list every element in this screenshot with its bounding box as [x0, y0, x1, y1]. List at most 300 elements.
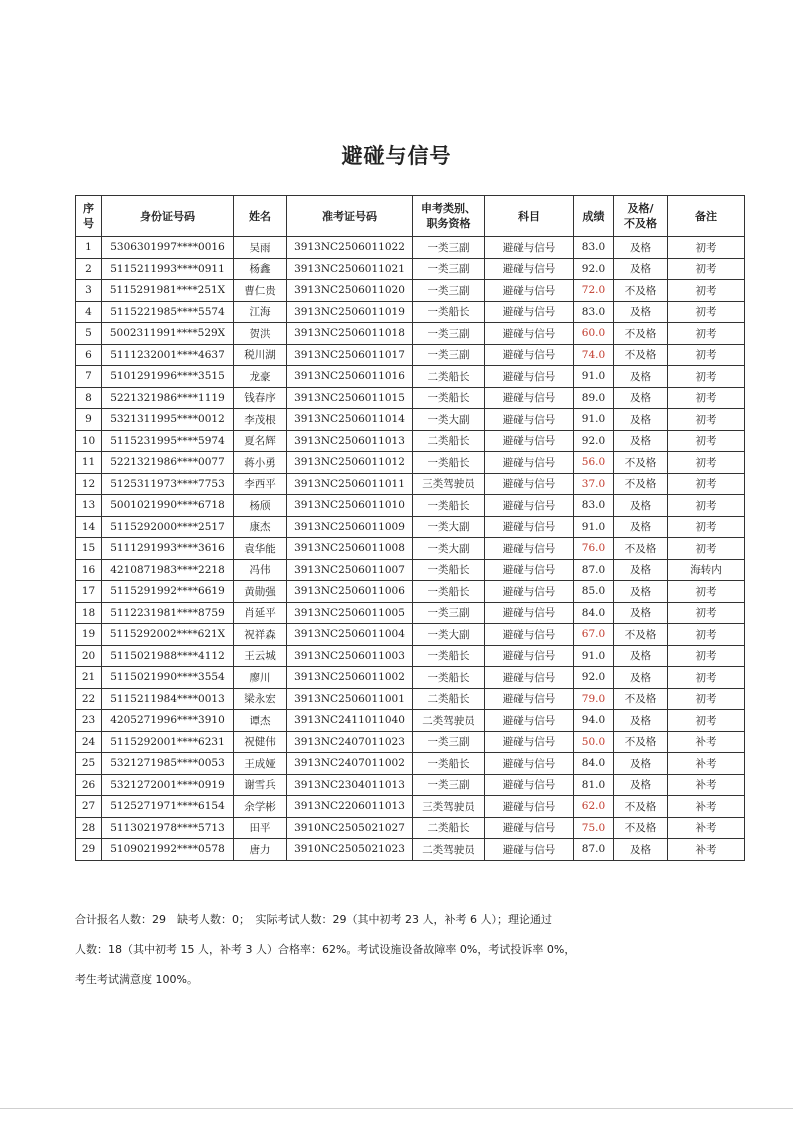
cell-category: 一类船长 — [413, 452, 485, 474]
cell-ticket: 3913NC2506011004 — [287, 624, 413, 646]
cell-result: 及格 — [614, 366, 668, 388]
table-row — [76, 774, 745, 796]
cell-ticket: 3913NC2506011001 — [287, 688, 413, 710]
column-header-id: 身份证号码 — [102, 196, 234, 237]
table-row — [76, 839, 745, 861]
cell-subject: 避碰与信号 — [485, 710, 574, 732]
cell-note: 初考 — [668, 516, 745, 538]
cell-score: 50.0 — [574, 731, 614, 753]
cell-ticket: 3913NC2206011013 — [287, 796, 413, 818]
cell-seq: 12 — [76, 473, 102, 495]
cell-result: 及格 — [614, 581, 668, 603]
cell-category: 一类船长 — [413, 301, 485, 323]
table-row — [76, 538, 745, 560]
cell-result: 不及格 — [614, 624, 668, 646]
cell-ticket: 3913NC2506011013 — [287, 430, 413, 452]
cell-subject: 避碰与信号 — [485, 817, 574, 839]
cell-result: 及格 — [614, 301, 668, 323]
cell-subject: 避碰与信号 — [485, 473, 574, 495]
cell-score: 91.0 — [574, 409, 614, 431]
table-row — [76, 280, 745, 302]
column-header-name: 姓名 — [234, 196, 287, 237]
cell-id: 5115292002****621X — [102, 624, 234, 646]
table-row — [76, 796, 745, 818]
cell-subject: 避碰与信号 — [485, 258, 574, 280]
cell-subject: 避碰与信号 — [485, 581, 574, 603]
cell-ticket: 3913NC2506011012 — [287, 452, 413, 474]
cell-name: 杨鑫 — [234, 258, 287, 280]
cell-subject: 避碰与信号 — [485, 237, 574, 259]
cell-category: 一类船长 — [413, 581, 485, 603]
cell-id: 5125271971****6154 — [102, 796, 234, 818]
table-row — [76, 581, 745, 603]
cell-score: 60.0 — [574, 323, 614, 345]
cell-seq: 19 — [76, 624, 102, 646]
cell-name: 贺洪 — [234, 323, 287, 345]
cell-note: 初考 — [668, 710, 745, 732]
cell-name: 祝健伟 — [234, 731, 287, 753]
cell-name: 李茂根 — [234, 409, 287, 431]
cell-score: 76.0 — [574, 538, 614, 560]
cell-ticket: 3913NC2506011011 — [287, 473, 413, 495]
column-header-seq: 序 号 — [76, 196, 102, 237]
cell-note: 初考 — [668, 237, 745, 259]
cell-note: 初考 — [668, 495, 745, 517]
cell-note: 初考 — [668, 366, 745, 388]
summary-line: 人数：18（其中初考 15 人，补考 3 人）合格率：62%。考试设施设备故障率 0%，考试投诉率 0%， — [75, 943, 576, 956]
cell-result: 及格 — [614, 387, 668, 409]
table-row — [76, 366, 745, 388]
cell-score: 62.0 — [574, 796, 614, 818]
results-table — [75, 195, 745, 861]
cell-ticket: 3913NC2506011007 — [287, 559, 413, 581]
cell-subject: 避碰与信号 — [485, 452, 574, 474]
cell-ticket: 3913NC2506011015 — [287, 387, 413, 409]
cell-ticket: 3910NC2505021027 — [287, 817, 413, 839]
cell-score: 91.0 — [574, 366, 614, 388]
table-row — [76, 452, 745, 474]
cell-result: 及格 — [614, 710, 668, 732]
cell-name: 冯伟 — [234, 559, 287, 581]
cell-ticket: 3913NC2506011017 — [287, 344, 413, 366]
cell-result: 及格 — [614, 258, 668, 280]
cell-ticket: 3913NC2506011010 — [287, 495, 413, 517]
cell-category: 二类船长 — [413, 817, 485, 839]
cell-score: 85.0 — [574, 581, 614, 603]
cell-ticket: 3913NC2304011013 — [287, 774, 413, 796]
column-header-ticket: 准考证号码 — [287, 196, 413, 237]
cell-seq: 17 — [76, 581, 102, 603]
cell-score: 83.0 — [574, 495, 614, 517]
table-row — [76, 624, 745, 646]
cell-id: 4205271996****3910 — [102, 710, 234, 732]
table-row — [76, 731, 745, 753]
cell-seq: 25 — [76, 753, 102, 775]
cell-subject: 避碰与信号 — [485, 667, 574, 689]
cell-seq: 23 — [76, 710, 102, 732]
cell-note: 补考 — [668, 817, 745, 839]
cell-category: 一类大副 — [413, 409, 485, 431]
cell-subject: 避碰与信号 — [485, 688, 574, 710]
cell-note: 补考 — [668, 796, 745, 818]
cell-subject: 避碰与信号 — [485, 645, 574, 667]
table-row — [76, 645, 745, 667]
cell-name: 袁华能 — [234, 538, 287, 560]
cell-result: 及格 — [614, 409, 668, 431]
cell-subject: 避碰与信号 — [485, 366, 574, 388]
cell-id: 5321272001****0919 — [102, 774, 234, 796]
cell-name: 余学彬 — [234, 796, 287, 818]
cell-category: 二类驾驶员 — [413, 710, 485, 732]
cell-name: 蒋小勇 — [234, 452, 287, 474]
cell-note: 初考 — [668, 409, 745, 431]
table-row — [76, 430, 745, 452]
cell-result: 不及格 — [614, 731, 668, 753]
cell-ticket: 3913NC2506011022 — [287, 237, 413, 259]
cell-note: 初考 — [668, 645, 745, 667]
cell-category: 一类三副 — [413, 774, 485, 796]
cell-name: 康杰 — [234, 516, 287, 538]
cell-ticket: 3913NC2506011020 — [287, 280, 413, 302]
cell-category: 一类三副 — [413, 280, 485, 302]
cell-seq: 7 — [76, 366, 102, 388]
cell-seq: 18 — [76, 602, 102, 624]
cell-result: 不及格 — [614, 817, 668, 839]
cell-subject: 避碰与信号 — [485, 323, 574, 345]
cell-id: 5115292000****2517 — [102, 516, 234, 538]
cell-id: 5113021978****5713 — [102, 817, 234, 839]
cell-category: 三类驾驶员 — [413, 473, 485, 495]
cell-seq: 24 — [76, 731, 102, 753]
cell-seq: 26 — [76, 774, 102, 796]
cell-category: 二类船长 — [413, 366, 485, 388]
cell-result: 及格 — [614, 495, 668, 517]
cell-note: 初考 — [668, 688, 745, 710]
cell-seq: 27 — [76, 796, 102, 818]
cell-note: 补考 — [668, 731, 745, 753]
cell-ticket: 3913NC2506011009 — [287, 516, 413, 538]
cell-ticket: 3913NC2506011005 — [287, 602, 413, 624]
cell-name: 黄勋强 — [234, 581, 287, 603]
cell-score: 94.0 — [574, 710, 614, 732]
cell-ticket: 3913NC2506011003 — [287, 645, 413, 667]
cell-note: 初考 — [668, 538, 745, 560]
cell-score: 74.0 — [574, 344, 614, 366]
cell-subject: 避碰与信号 — [485, 409, 574, 431]
cell-result: 及格 — [614, 559, 668, 581]
cell-category: 一类三副 — [413, 731, 485, 753]
cell-seq: 14 — [76, 516, 102, 538]
column-header-note: 备注 — [668, 196, 745, 237]
cell-result: 及格 — [614, 516, 668, 538]
table-row — [76, 409, 745, 431]
cell-seq: 15 — [76, 538, 102, 560]
summary-text — [75, 905, 745, 995]
cell-seq: 13 — [76, 495, 102, 517]
cell-name: 王云城 — [234, 645, 287, 667]
cell-id: 5115291981****251X — [102, 280, 234, 302]
table-row — [76, 495, 745, 517]
cell-name: 谭杰 — [234, 710, 287, 732]
cell-name: 杨颀 — [234, 495, 287, 517]
cell-id: 5112231981****8759 — [102, 602, 234, 624]
cell-score: 87.0 — [574, 559, 614, 581]
cell-ticket: 3913NC2506011021 — [287, 258, 413, 280]
cell-score: 92.0 — [574, 430, 614, 452]
cell-subject: 避碰与信号 — [485, 839, 574, 861]
cell-id: 5115221985****5574 — [102, 301, 234, 323]
cell-category: 一类大副 — [413, 624, 485, 646]
cell-name: 税川湖 — [234, 344, 287, 366]
cell-id: 5115231995****5974 — [102, 430, 234, 452]
cell-score: 84.0 — [574, 602, 614, 624]
cell-note: 初考 — [668, 301, 745, 323]
cell-seq: 10 — [76, 430, 102, 452]
cell-subject: 避碰与信号 — [485, 624, 574, 646]
cell-seq: 21 — [76, 667, 102, 689]
cell-result: 不及格 — [614, 473, 668, 495]
cell-id: 5001021990****6718 — [102, 495, 234, 517]
cell-category: 一类大副 — [413, 538, 485, 560]
cell-ticket: 3913NC2506011014 — [287, 409, 413, 431]
table-row — [76, 237, 745, 259]
cell-ticket: 3913NC2506011016 — [287, 366, 413, 388]
cell-id: 5111232001****4637 — [102, 344, 234, 366]
cell-result: 及格 — [614, 237, 668, 259]
cell-note: 初考 — [668, 452, 745, 474]
cell-result: 及格 — [614, 430, 668, 452]
cell-name: 唐力 — [234, 839, 287, 861]
cell-category: 一类船长 — [413, 495, 485, 517]
cell-result: 不及格 — [614, 796, 668, 818]
cell-id: 5115021988****4112 — [102, 645, 234, 667]
cell-seq: 28 — [76, 817, 102, 839]
cell-ticket: 3913NC2407011023 — [287, 731, 413, 753]
cell-name: 李西平 — [234, 473, 287, 495]
cell-ticket: 3913NC2506011002 — [287, 667, 413, 689]
cell-result: 不及格 — [614, 688, 668, 710]
cell-seq: 20 — [76, 645, 102, 667]
summary-line: 考生考试满意度 100%。 — [75, 973, 198, 986]
cell-result: 不及格 — [614, 538, 668, 560]
column-header-score: 成绩 — [574, 196, 614, 237]
column-header-category: 申考类别、 职务资格 — [413, 196, 485, 237]
table-row — [76, 559, 745, 581]
cell-id: 5115021990****3554 — [102, 667, 234, 689]
cell-result: 不及格 — [614, 452, 668, 474]
cell-ticket: 3913NC2506011008 — [287, 538, 413, 560]
cell-seq: 4 — [76, 301, 102, 323]
column-header-pass: 及格/ 不及格 — [614, 196, 668, 237]
table-row — [76, 516, 745, 538]
cell-seq: 5 — [76, 323, 102, 345]
cell-subject: 避碰与信号 — [485, 516, 574, 538]
cell-seq: 29 — [76, 839, 102, 861]
cell-id: 5002311991****529X — [102, 323, 234, 345]
cell-category: 三类驾驶员 — [413, 796, 485, 818]
cell-subject: 避碰与信号 — [485, 774, 574, 796]
cell-category: 一类三副 — [413, 344, 485, 366]
table-row — [76, 473, 745, 495]
table-row — [76, 301, 745, 323]
cell-subject: 避碰与信号 — [485, 538, 574, 560]
cell-seq: 1 — [76, 237, 102, 259]
cell-id: 5221321986****1119 — [102, 387, 234, 409]
cell-category: 二类船长 — [413, 430, 485, 452]
cell-name: 曹仁贵 — [234, 280, 287, 302]
cell-id: 5306301997****0016 — [102, 237, 234, 259]
cell-note: 补考 — [668, 839, 745, 861]
cell-note: 补考 — [668, 753, 745, 775]
cell-category: 一类三副 — [413, 602, 485, 624]
cell-note: 初考 — [668, 258, 745, 280]
cell-score: 83.0 — [574, 301, 614, 323]
cell-name: 江海 — [234, 301, 287, 323]
cell-note: 初考 — [668, 323, 745, 345]
cell-score: 91.0 — [574, 516, 614, 538]
cell-id: 5115211984****0013 — [102, 688, 234, 710]
cell-id: 5221321986****0077 — [102, 452, 234, 474]
cell-name: 谢雪兵 — [234, 774, 287, 796]
cell-score: 89.0 — [574, 387, 614, 409]
cell-score: 67.0 — [574, 624, 614, 646]
cell-note: 初考 — [668, 667, 745, 689]
cell-name: 龙豪 — [234, 366, 287, 388]
cell-name: 祝祥森 — [234, 624, 287, 646]
cell-note: 初考 — [668, 344, 745, 366]
cell-category: 一类三副 — [413, 323, 485, 345]
table-row — [76, 667, 745, 689]
cell-category: 一类船长 — [413, 645, 485, 667]
table-row — [76, 688, 745, 710]
cell-ticket: 3913NC2506011006 — [287, 581, 413, 603]
table-row — [76, 387, 745, 409]
cell-category: 二类船长 — [413, 688, 485, 710]
cell-id: 5115211993****0911 — [102, 258, 234, 280]
cell-category: 一类船长 — [413, 667, 485, 689]
cell-score: 72.0 — [574, 280, 614, 302]
table-row — [76, 753, 745, 775]
column-header-subject: 科目 — [485, 196, 574, 237]
table-row — [76, 323, 745, 345]
cell-seq: 2 — [76, 258, 102, 280]
cell-seq: 3 — [76, 280, 102, 302]
cell-id: 4210871983****2218 — [102, 559, 234, 581]
cell-result: 及格 — [614, 645, 668, 667]
cell-note: 补考 — [668, 774, 745, 796]
table-row — [76, 817, 745, 839]
table-header-row — [76, 196, 745, 237]
cell-subject: 避碰与信号 — [485, 753, 574, 775]
cell-name: 吴雨 — [234, 237, 287, 259]
cell-result: 不及格 — [614, 280, 668, 302]
cell-note: 初考 — [668, 581, 745, 603]
cell-name: 廖川 — [234, 667, 287, 689]
cell-name: 田平 — [234, 817, 287, 839]
cell-result: 及格 — [614, 839, 668, 861]
cell-category: 一类船长 — [413, 753, 485, 775]
cell-score: 84.0 — [574, 753, 614, 775]
cell-name: 钱春序 — [234, 387, 287, 409]
cell-name: 肖延平 — [234, 602, 287, 624]
cell-ticket: 3913NC2411011040 — [287, 710, 413, 732]
cell-id: 5125311973****7753 — [102, 473, 234, 495]
cell-result: 不及格 — [614, 344, 668, 366]
cell-subject: 避碰与信号 — [485, 430, 574, 452]
cell-name: 梁永宏 — [234, 688, 287, 710]
cell-id: 5115292001****6231 — [102, 731, 234, 753]
cell-note: 海转内 — [668, 559, 745, 581]
cell-id: 5321311995****0012 — [102, 409, 234, 431]
cell-result: 及格 — [614, 667, 668, 689]
cell-id: 5109021992****0578 — [102, 839, 234, 861]
cell-ticket: 3913NC2506011019 — [287, 301, 413, 323]
cell-score: 92.0 — [574, 258, 614, 280]
cell-category: 一类大副 — [413, 516, 485, 538]
cell-note: 初考 — [668, 602, 745, 624]
cell-subject: 避碰与信号 — [485, 559, 574, 581]
cell-note: 初考 — [668, 473, 745, 495]
cell-note: 初考 — [668, 624, 745, 646]
cell-result: 及格 — [614, 753, 668, 775]
cell-subject: 避碰与信号 — [485, 301, 574, 323]
cell-score: 56.0 — [574, 452, 614, 474]
cell-score: 87.0 — [574, 839, 614, 861]
table-row — [76, 258, 745, 280]
cell-category: 一类三副 — [413, 258, 485, 280]
cell-score: 37.0 — [574, 473, 614, 495]
cell-subject: 避碰与信号 — [485, 280, 574, 302]
cell-category: 一类船长 — [413, 559, 485, 581]
cell-seq: 11 — [76, 452, 102, 474]
cell-score: 79.0 — [574, 688, 614, 710]
cell-seq: 16 — [76, 559, 102, 581]
cell-category: 二类驾驶员 — [413, 839, 485, 861]
cell-score: 81.0 — [574, 774, 614, 796]
cell-ticket: 3910NC2505021023 — [287, 839, 413, 861]
cell-result: 及格 — [614, 602, 668, 624]
cell-id: 5101291996****3515 — [102, 366, 234, 388]
cell-result: 及格 — [614, 774, 668, 796]
cell-score: 75.0 — [574, 817, 614, 839]
cell-category: 一类三副 — [413, 237, 485, 259]
cell-note: 初考 — [668, 280, 745, 302]
cell-name: 夏名辉 — [234, 430, 287, 452]
cell-score: 92.0 — [574, 667, 614, 689]
cell-subject: 避碰与信号 — [485, 602, 574, 624]
cell-subject: 避碰与信号 — [485, 344, 574, 366]
cell-seq: 9 — [76, 409, 102, 431]
cell-id: 5111291993****3616 — [102, 538, 234, 560]
cell-ticket: 3913NC2407011002 — [287, 753, 413, 775]
table-row — [76, 602, 745, 624]
cell-subject: 避碰与信号 — [485, 387, 574, 409]
cell-result: 不及格 — [614, 323, 668, 345]
table-row — [76, 710, 745, 732]
cell-seq: 8 — [76, 387, 102, 409]
cell-subject: 避碰与信号 — [485, 731, 574, 753]
cell-name: 王成娅 — [234, 753, 287, 775]
cell-score: 91.0 — [574, 645, 614, 667]
cell-note: 初考 — [668, 430, 745, 452]
cell-seq: 22 — [76, 688, 102, 710]
cell-subject: 避碰与信号 — [485, 495, 574, 517]
summary-line: 合计报名人数：29 缺考人数：0； 实际考试人数：29（其中初考 23 人，补考 6 人）；理论通过 — [75, 913, 552, 926]
page-title: 避碰与信号 — [341, 144, 452, 168]
cell-note: 初考 — [668, 387, 745, 409]
table-row — [76, 344, 745, 366]
cell-ticket: 3913NC2506011018 — [287, 323, 413, 345]
